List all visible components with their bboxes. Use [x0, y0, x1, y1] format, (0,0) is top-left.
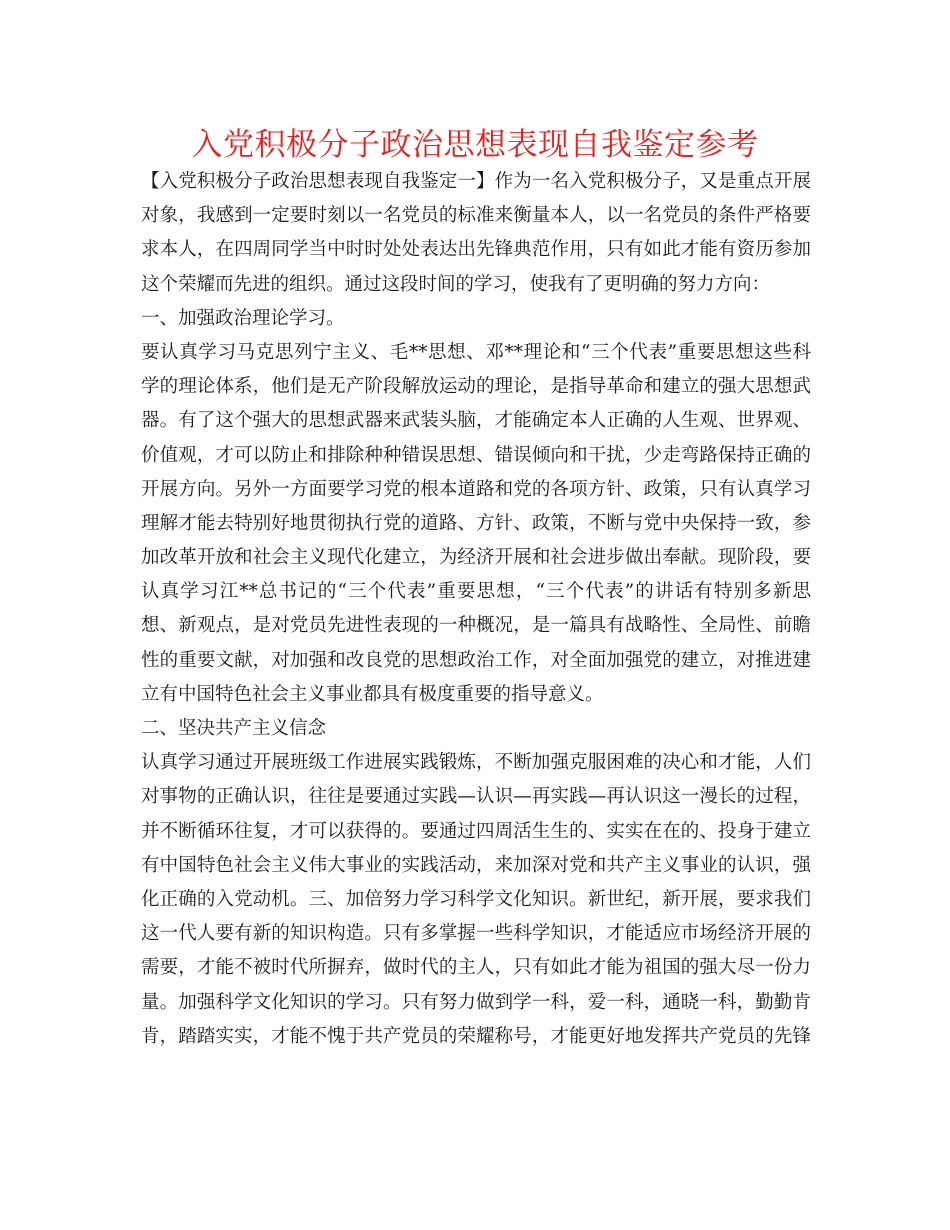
body-line: 性的重要文献，对加强和改良党的思想政治工作，对全面加强党的建立，对推进建 [141, 649, 811, 671]
body-line: 对事物的正确认识，往往是要通过实践—认识—再实践—再认识这一漫长的过程， [141, 786, 811, 808]
body-line: 一、加强政治理论学习。 [141, 307, 345, 329]
body-line: 器。有了这个强大的思想武器来武装头脑，才能确定本人正确的人生观、世界观、 [141, 410, 811, 432]
body-line: 开展方向。另外一方面要学习党的根本道路和党的各项方针、政策，只有认真学习 [141, 478, 811, 500]
body-line: 化正确的入党动机。三、加倍努力学习科学文化知识。新世纪，新开展，要求我们 [141, 888, 811, 910]
body-line: 需要，才能不被时代所摒弃，做时代的主人，只有如此才能为祖国的强大尽一份力 [141, 957, 811, 979]
body-line: 理解才能去特别好地贯彻执行党的道路、方针、政策，不断与党中央保持一致，参 [141, 512, 811, 534]
body-line: 加改革开放和社会主义现代化建立，为经济开展和社会进步做出奉献。现阶段，要 [141, 547, 811, 569]
body-line: 价值观，才可以防止和排除种种错误思想、错误倾向和干扰，少走弯路保持正确的 [141, 444, 811, 466]
document-title: 入党积极分子政治思想表现自我鉴定参考 [191, 127, 759, 163]
body-line: 肯，踏踏实实，才能不愧于共产党员的荣耀称号，才能更好地发挥共产党员的先锋 [141, 1025, 811, 1047]
body-line: 这个荣耀而先进的组织。通过这段时间的学习，使我有了更明确的努力方向： [141, 273, 771, 295]
document-body [141, 165, 811, 1054]
body-line: 求本人，在四周同学当中时时处处表达出先锋典范作用，只有如此才能有资历参加 [141, 239, 811, 261]
body-line: 【入党积极分子政治思想表现自我鉴定一】作为一名入党积极分子，又是重点开展 [141, 171, 811, 192]
body-line: 这一代人要有新的知识构造。只有多掌握一些科学知识，才能适应市场经济开展的 [141, 923, 811, 945]
body-line: 量。加强科学文化知识的学习。只有努力做到学一科，爱一科，通晓一科，勤勤肯 [141, 991, 811, 1013]
body-line: 认真学习通过开展班级工作进展实践锻炼，不断加强克服困难的决心和才能，人们 [141, 752, 811, 774]
body-line: 有中国特色社会主义伟大事业的实践活动，来加深对党和共产主义事业的认识，强 [141, 854, 811, 876]
body-line: 认真学习江**总书记的“三个代表”重要思想，“三个代表”的讲话有特别多新思 [141, 581, 811, 603]
body-line: 二、坚决共产主义信念 [141, 718, 327, 739]
body-line: 并不断循环往复，才可以获得的。要通过四周活生生的、实实在在的、投身于建立 [141, 820, 811, 842]
body-line: 立有中国特色社会主义事业都具有极度重要的指导意义。 [141, 683, 604, 705]
body-line: 要认真学习马克思列宁主义、毛**思想、邓**理论和“三个代表”重要思想这些科 [141, 341, 811, 363]
body-line: 想、新观点，是对党员先进性表现的一种概况，是一篇具有战略性、全局性、前瞻 [141, 615, 811, 637]
body-line: 对象，我感到一定要时刻以一名党员的标准来衡量本人，以一名党员的条件严格要 [141, 205, 811, 227]
body-line: 学的理论体系，他们是无产阶段解放运动的理论，是指导革命和建立的强大思想武 [141, 376, 811, 398]
